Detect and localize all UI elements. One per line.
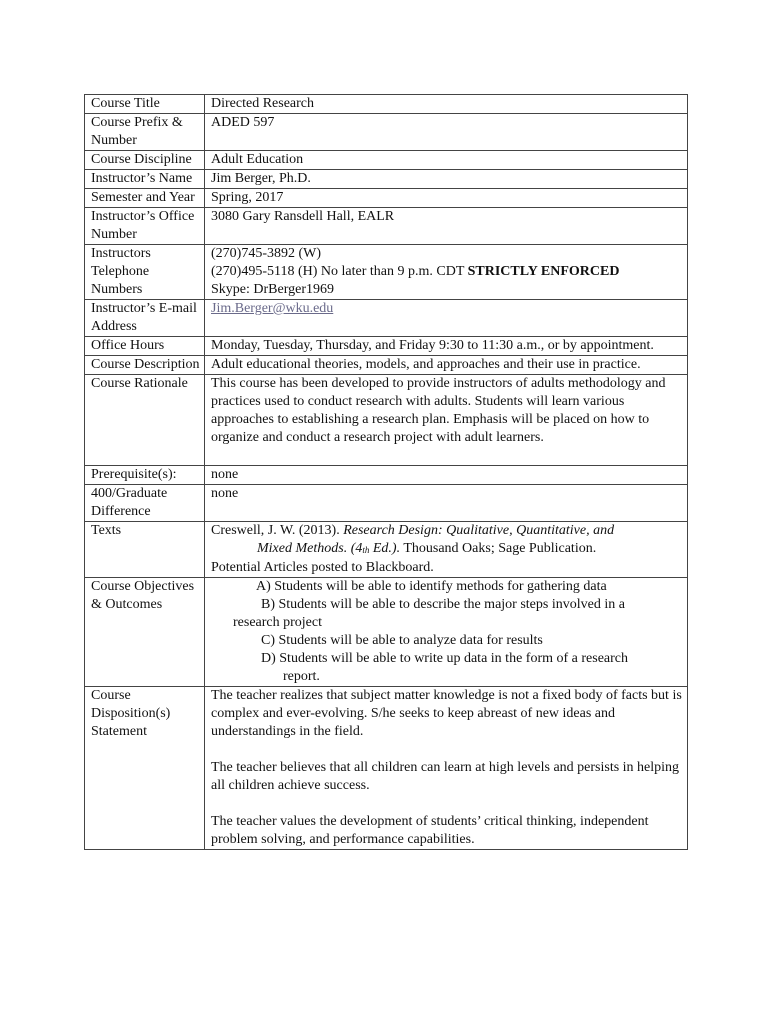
row-label: Office Hours bbox=[85, 337, 205, 356]
syllabus-table bbox=[84, 94, 688, 850]
home-phone bbox=[211, 263, 683, 281]
edition-suffix: th bbox=[362, 545, 370, 555]
rationale-text: This course has been developed to provide instructors of adults methodology and practices used to conduct research with adults. Students will learn various approaches to establishing a research plan. Emphasis will be placed on how to organize and conduct a research project with adult learners. bbox=[211, 376, 666, 445]
objective-d-cont: report. bbox=[283, 669, 320, 684]
course-discipline-value: Adult Education bbox=[205, 151, 688, 170]
row-label: Instructors Telephone Numbers bbox=[85, 245, 205, 300]
row-label: Course Title bbox=[85, 95, 205, 114]
table-row bbox=[85, 151, 688, 170]
course-rationale-value bbox=[205, 375, 688, 466]
textbook-citation-cont bbox=[211, 540, 683, 559]
textbook-author: Creswell, J. W. (2013). bbox=[211, 523, 344, 538]
prerequisites-value: none bbox=[205, 466, 688, 485]
table-row bbox=[85, 95, 688, 114]
table-row bbox=[85, 170, 688, 189]
textbook-title: Research Design: Qualitative, Quantitative, and bbox=[343, 523, 615, 538]
row-label: Course Prefix & Number bbox=[85, 114, 205, 151]
objective-b: B) Students will be able to describe the major steps involved in a bbox=[261, 597, 625, 612]
home-phone-text: (270)495-5118 (H) No later than 9 p.m. CDT bbox=[211, 264, 468, 279]
objectives-value bbox=[205, 578, 688, 687]
table-row bbox=[85, 245, 688, 300]
email-cell bbox=[205, 300, 688, 337]
graduate-difference-value: none bbox=[205, 485, 688, 522]
disposition-paragraph-1: The teacher realizes that subject matter knowledge is not a fixed body of facts but is complex and ever-evolving. S/he seeks to keep abreast of new ideas and understandings in the field. bbox=[211, 688, 682, 739]
office-number-value: 3080 Gary Ransdell Hall, EALR bbox=[205, 208, 688, 245]
table-row bbox=[85, 189, 688, 208]
course-title-value: Directed Research bbox=[205, 95, 688, 114]
course-description-value: Adult educational theories, models, and approaches and their use in practice. bbox=[205, 356, 688, 375]
table-row bbox=[85, 337, 688, 356]
table-row bbox=[85, 356, 688, 375]
table-row bbox=[85, 375, 688, 466]
skype-id: Skype: DrBerger1969 bbox=[211, 282, 334, 297]
telephone-value bbox=[205, 245, 688, 300]
row-label: Instructor’s Name bbox=[85, 170, 205, 189]
row-label: Course Rationale bbox=[85, 375, 205, 466]
row-label: Instructor’s Office Number bbox=[85, 208, 205, 245]
disposition-paragraph-3: The teacher values the development of students’ critical thinking, independent problem solving, and performance capabilities. bbox=[211, 814, 649, 847]
row-label: Course Disposition(s) Statement bbox=[85, 687, 205, 850]
row-label: Texts bbox=[85, 522, 205, 578]
disposition-paragraph-2: The teacher believes that all children can learn at high levels and persists in helping all children achieve success. bbox=[211, 760, 680, 793]
objective-b-cont: research project bbox=[233, 615, 322, 630]
table-row bbox=[85, 578, 688, 687]
objective-a: A) Students will be able to identify methods for gathering data bbox=[256, 579, 607, 594]
table-row bbox=[85, 114, 688, 151]
row-label: Prerequisite(s): bbox=[85, 466, 205, 485]
objective-c: C) Students will be able to analyze data for results bbox=[261, 633, 543, 648]
table-row bbox=[85, 687, 688, 850]
row-label: Course Objectives & Outcomes bbox=[85, 578, 205, 687]
email-link[interactable]: Jim.Berger@wku.edu bbox=[211, 301, 334, 316]
articles-note: Potential Articles posted to Blackboard. bbox=[211, 560, 434, 575]
strictly-enforced-note: STRICTLY ENFORCED bbox=[467, 264, 620, 279]
row-label: Semester and Year bbox=[85, 189, 205, 208]
textbook-citation bbox=[211, 522, 683, 540]
instructor-name-value: Jim Berger, Ph.D. bbox=[205, 170, 688, 189]
row-label: Course Discipline bbox=[85, 151, 205, 170]
semester-value: Spring, 2017 bbox=[205, 189, 688, 208]
publisher: Thousand Oaks; Sage Publication. bbox=[400, 541, 597, 556]
texts-value bbox=[205, 522, 688, 578]
table-row bbox=[85, 466, 688, 485]
textbook-title-cont: Mixed Methods. (4 bbox=[257, 541, 363, 556]
work-phone: (270)745-3892 (W) bbox=[211, 246, 322, 261]
table-row bbox=[85, 208, 688, 245]
objective-d: D) Students will be able to write up data in the form of a research bbox=[261, 651, 628, 666]
table-row bbox=[85, 485, 688, 522]
course-prefix-value: ADED 597 bbox=[205, 114, 688, 151]
table-row bbox=[85, 522, 688, 578]
edition-rest: Ed.). bbox=[369, 541, 401, 556]
table-row bbox=[85, 300, 688, 337]
row-label: Instructor’s E-mail Address bbox=[85, 300, 205, 337]
disposition-value bbox=[205, 687, 688, 850]
row-label: 400/Graduate Difference bbox=[85, 485, 205, 522]
office-hours-value: Monday, Tuesday, Thursday, and Friday 9:30 to 11:30 a.m., or by appointment. bbox=[205, 337, 688, 356]
row-label: Course Description bbox=[85, 356, 205, 375]
